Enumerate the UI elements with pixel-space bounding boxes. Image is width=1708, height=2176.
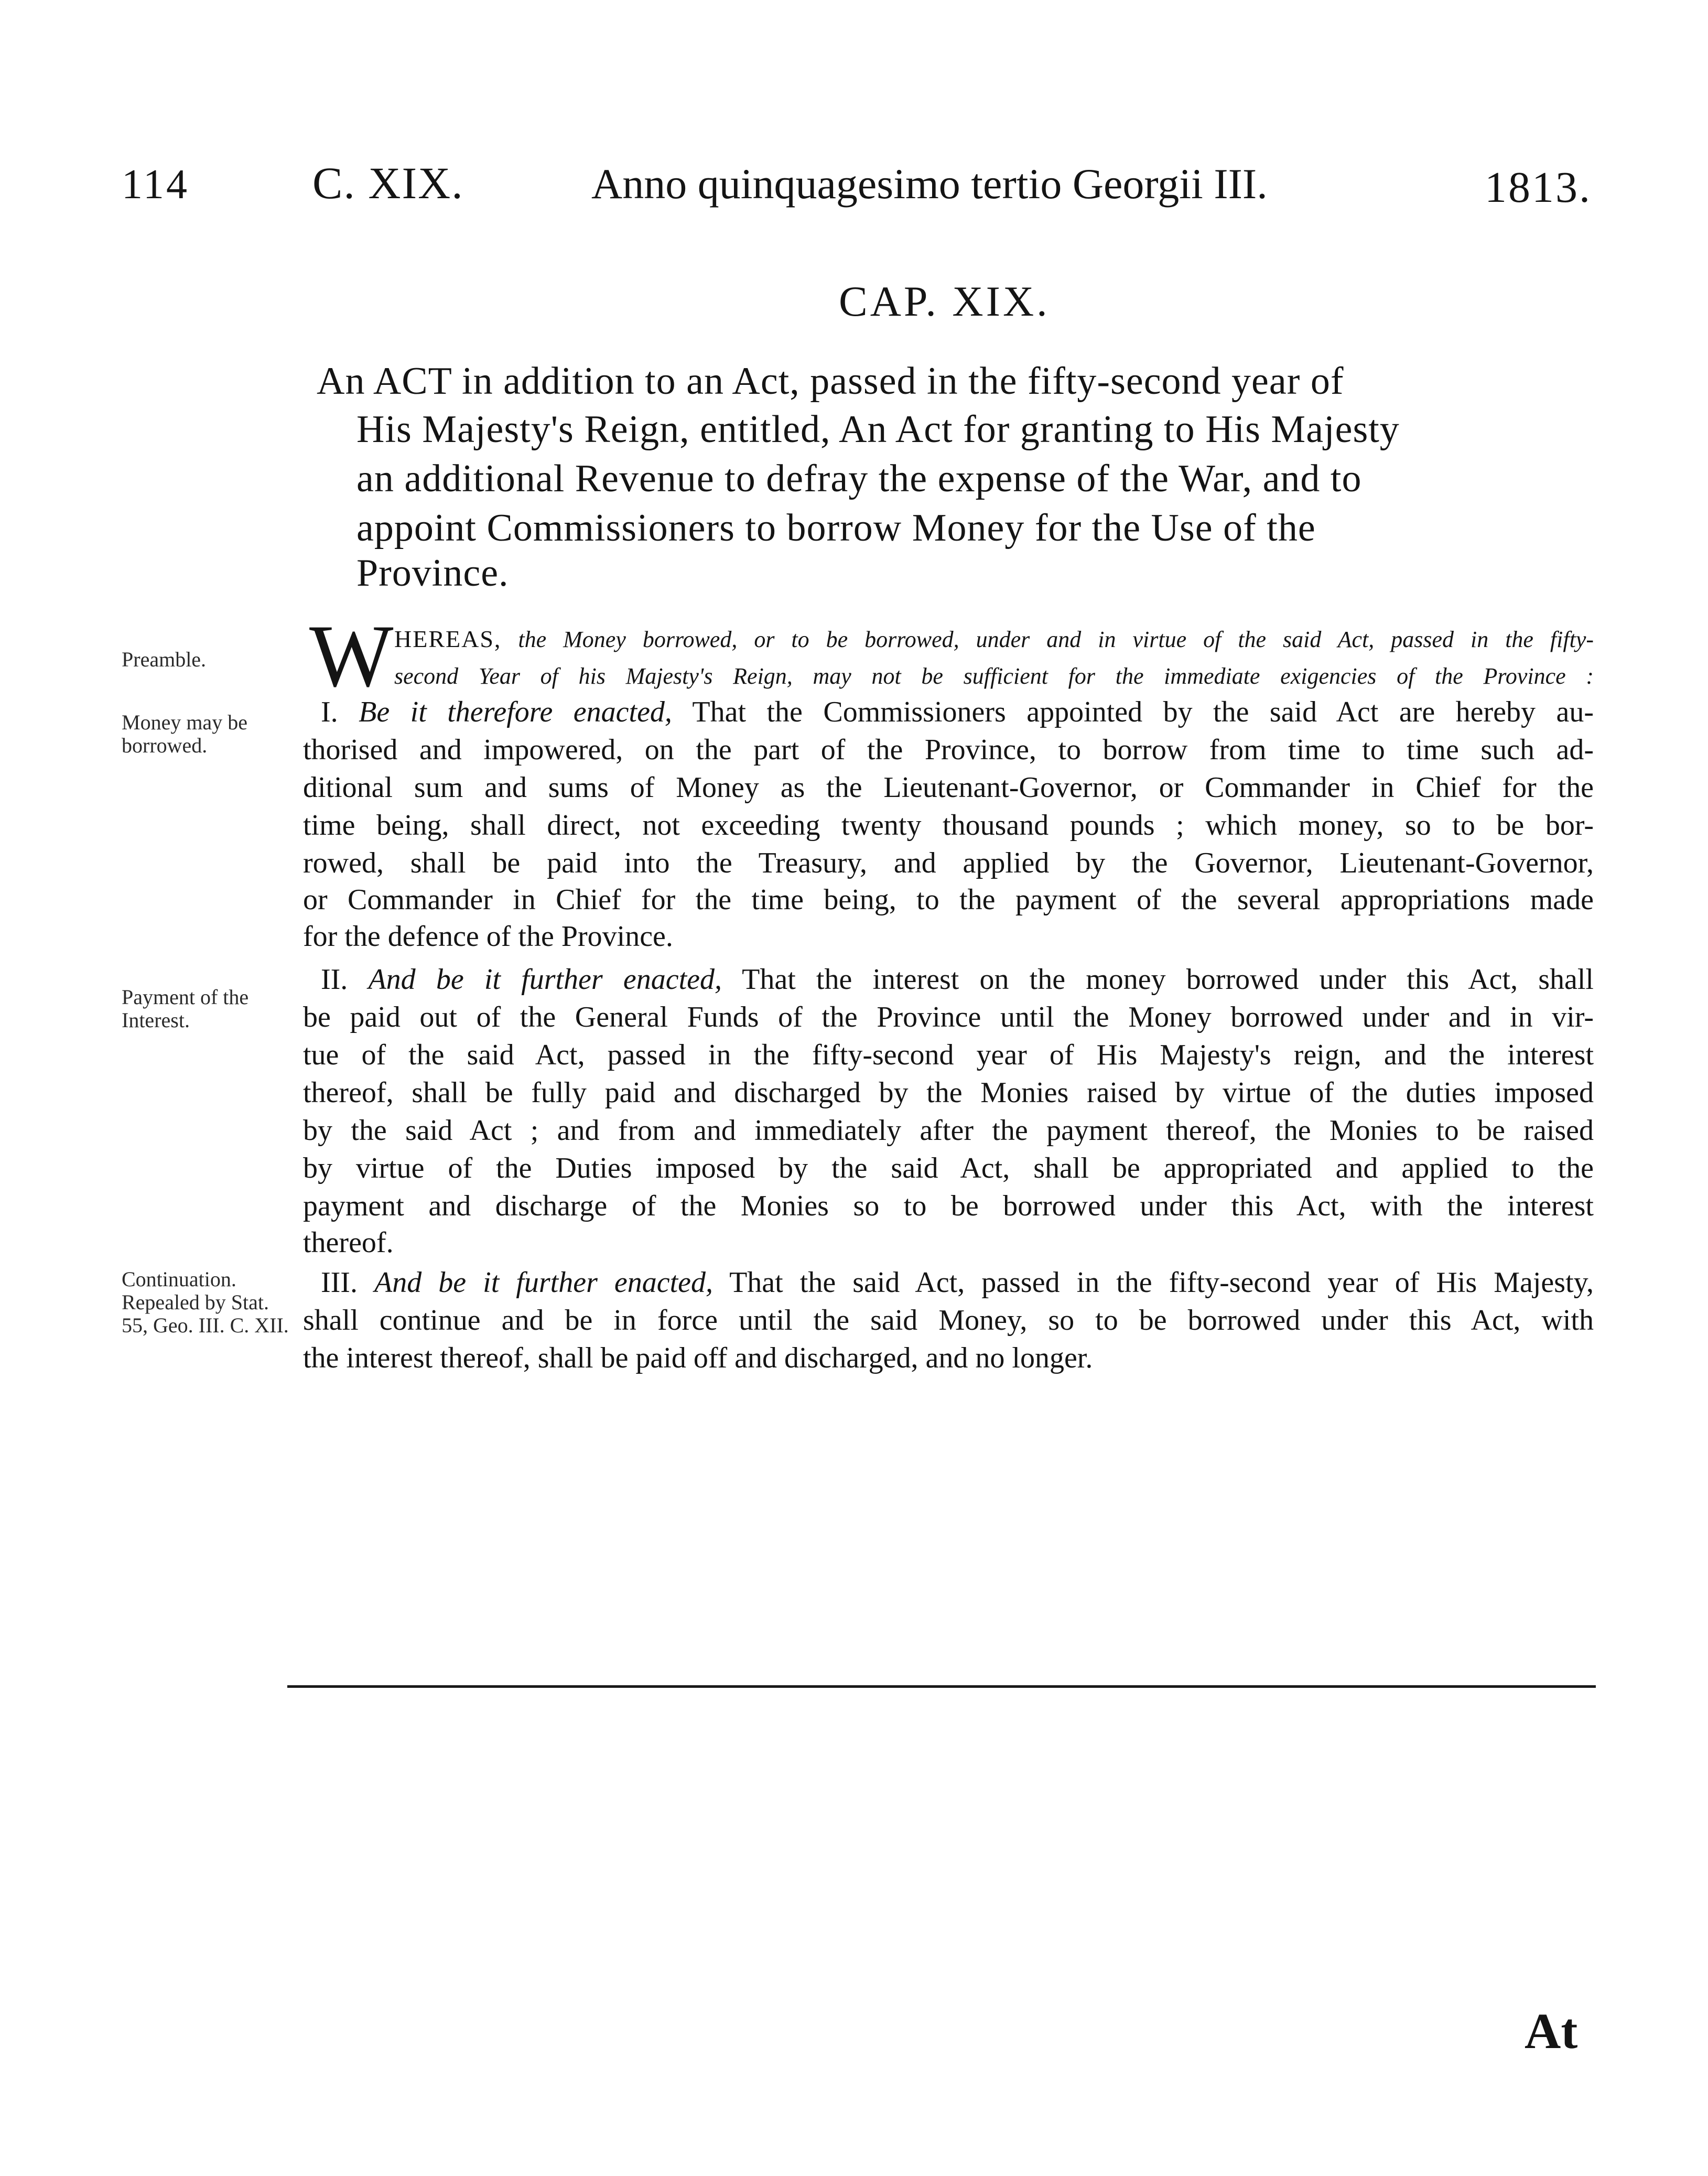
page-number: 114 <box>122 161 190 208</box>
section-3-first-line <box>303 1268 1594 1297</box>
section-2-first-line <box>303 965 1594 994</box>
section-divider-rule <box>287 1685 1596 1688</box>
preamble-line: second Year of his Majesty's Reign, may not be sufficient for the immediate exigencies of the Province : <box>394 663 1594 689</box>
drop-cap: W <box>309 607 394 705</box>
preamble-text: the Money borrowed, or to be borrowed, under and in virtue of the said Act, passed in the fifty- <box>518 627 1594 652</box>
section-2-line: thereof, shall be fully paid and discharged by the Monies raised by virtue of the duties imposed <box>303 1076 1594 1109</box>
section-2-line: be paid out of the General Funds of the Province until the Money borrowed under and in vir- <box>303 1001 1594 1033</box>
act-title-line: Province. <box>356 552 509 595</box>
section-text: That the Commissioners appointed by the said Act are hereby au- <box>692 696 1594 728</box>
section-2-line: by the said Act ; and from and immediately after the payment thereof, the Monies to be raised <box>303 1114 1594 1147</box>
section-number: II. <box>321 963 348 996</box>
chapter-heading: CAP. XIX. <box>839 277 1050 325</box>
preamble-caps: HEREAS, <box>394 626 502 652</box>
section-text: That the said Act, passed in the fifty-second year of His Majesty, <box>729 1266 1594 1299</box>
enacting-clause: And be it further enacted, <box>374 1266 714 1299</box>
section-2-line: by virtue of the Duties imposed by the said Act, shall be appropriated and applied to the <box>303 1152 1594 1184</box>
section-3-line: the interest thereof, shall be paid off and discharged, and no longer. <box>303 1342 1093 1374</box>
enacting-clause: And be it further enacted, <box>368 963 722 996</box>
enacting-clause: Be it therefore enacted, <box>359 696 672 728</box>
section-1-line: for the defence of the Province. <box>303 920 673 953</box>
running-title: Anno quinquagesimo tertio Georgii III. <box>591 160 1268 208</box>
section-1-line: ditional sum and sums of Money as the Lieutenant-Governor, or Commander in Chief for the <box>303 771 1594 804</box>
preamble-line <box>394 627 1594 651</box>
margin-note-preamble: Preamble. <box>122 648 207 671</box>
running-year: 1813. <box>1485 163 1592 212</box>
margin-note-continuation: Continuation. Repealed by Stat. 55, Geo. III. C. XII. <box>122 1267 289 1337</box>
section-3-line: shall continue and be in force until the said Money, so to be borrowed under this Act, with <box>303 1304 1594 1337</box>
act-title-line: appoint Commissioners to borrow Money for the Use of the <box>356 507 1316 550</box>
catchword: At <box>1525 2003 1578 2059</box>
section-1-first-line <box>303 697 1594 727</box>
running-chapter: C. XIX. <box>312 158 464 208</box>
section-1-line: time being, shall direct, not exceeding twenty thousand pounds ; which money, so to be bor- <box>303 809 1594 842</box>
section-number: III. <box>321 1266 358 1299</box>
section-2-line: thereof. <box>303 1226 394 1259</box>
section-text: That the interest on the money borrowed under this Act, shall <box>742 963 1594 996</box>
section-number: I. <box>321 696 338 728</box>
section-2-line: payment and discharge of the Monies so to be borrowed under this Act, with the interest <box>303 1190 1594 1222</box>
section-1-line: rowed, shall be paid into the Treasury, and applied by the Governor, Lieutenant-Governor, <box>303 847 1594 879</box>
section-1-line: thorised and impowered, on the part of the Province, to borrow from time to time such ad- <box>303 734 1594 766</box>
act-title-line: An ACT in addition to an Act, passed in the fifty-second year of <box>317 360 1344 403</box>
margin-note-payment-of-interest: Payment of the Interest. <box>122 985 249 1032</box>
act-title-line: His Majesty's Reign, entitled, An Act for granting to His Majesty <box>356 408 1400 451</box>
act-title-line: an additional Revenue to defray the expense of the War, and to <box>356 457 1362 500</box>
section-1-line: or Commander in Chief for the time being, to the payment of the several appropriations made <box>303 884 1594 916</box>
margin-note-money-may-be-borrowed: Money may be borrowed. <box>122 710 247 757</box>
section-2-line: tue of the said Act, passed in the fifty-second year of His Majesty's reign, and the interest <box>303 1039 1594 1071</box>
